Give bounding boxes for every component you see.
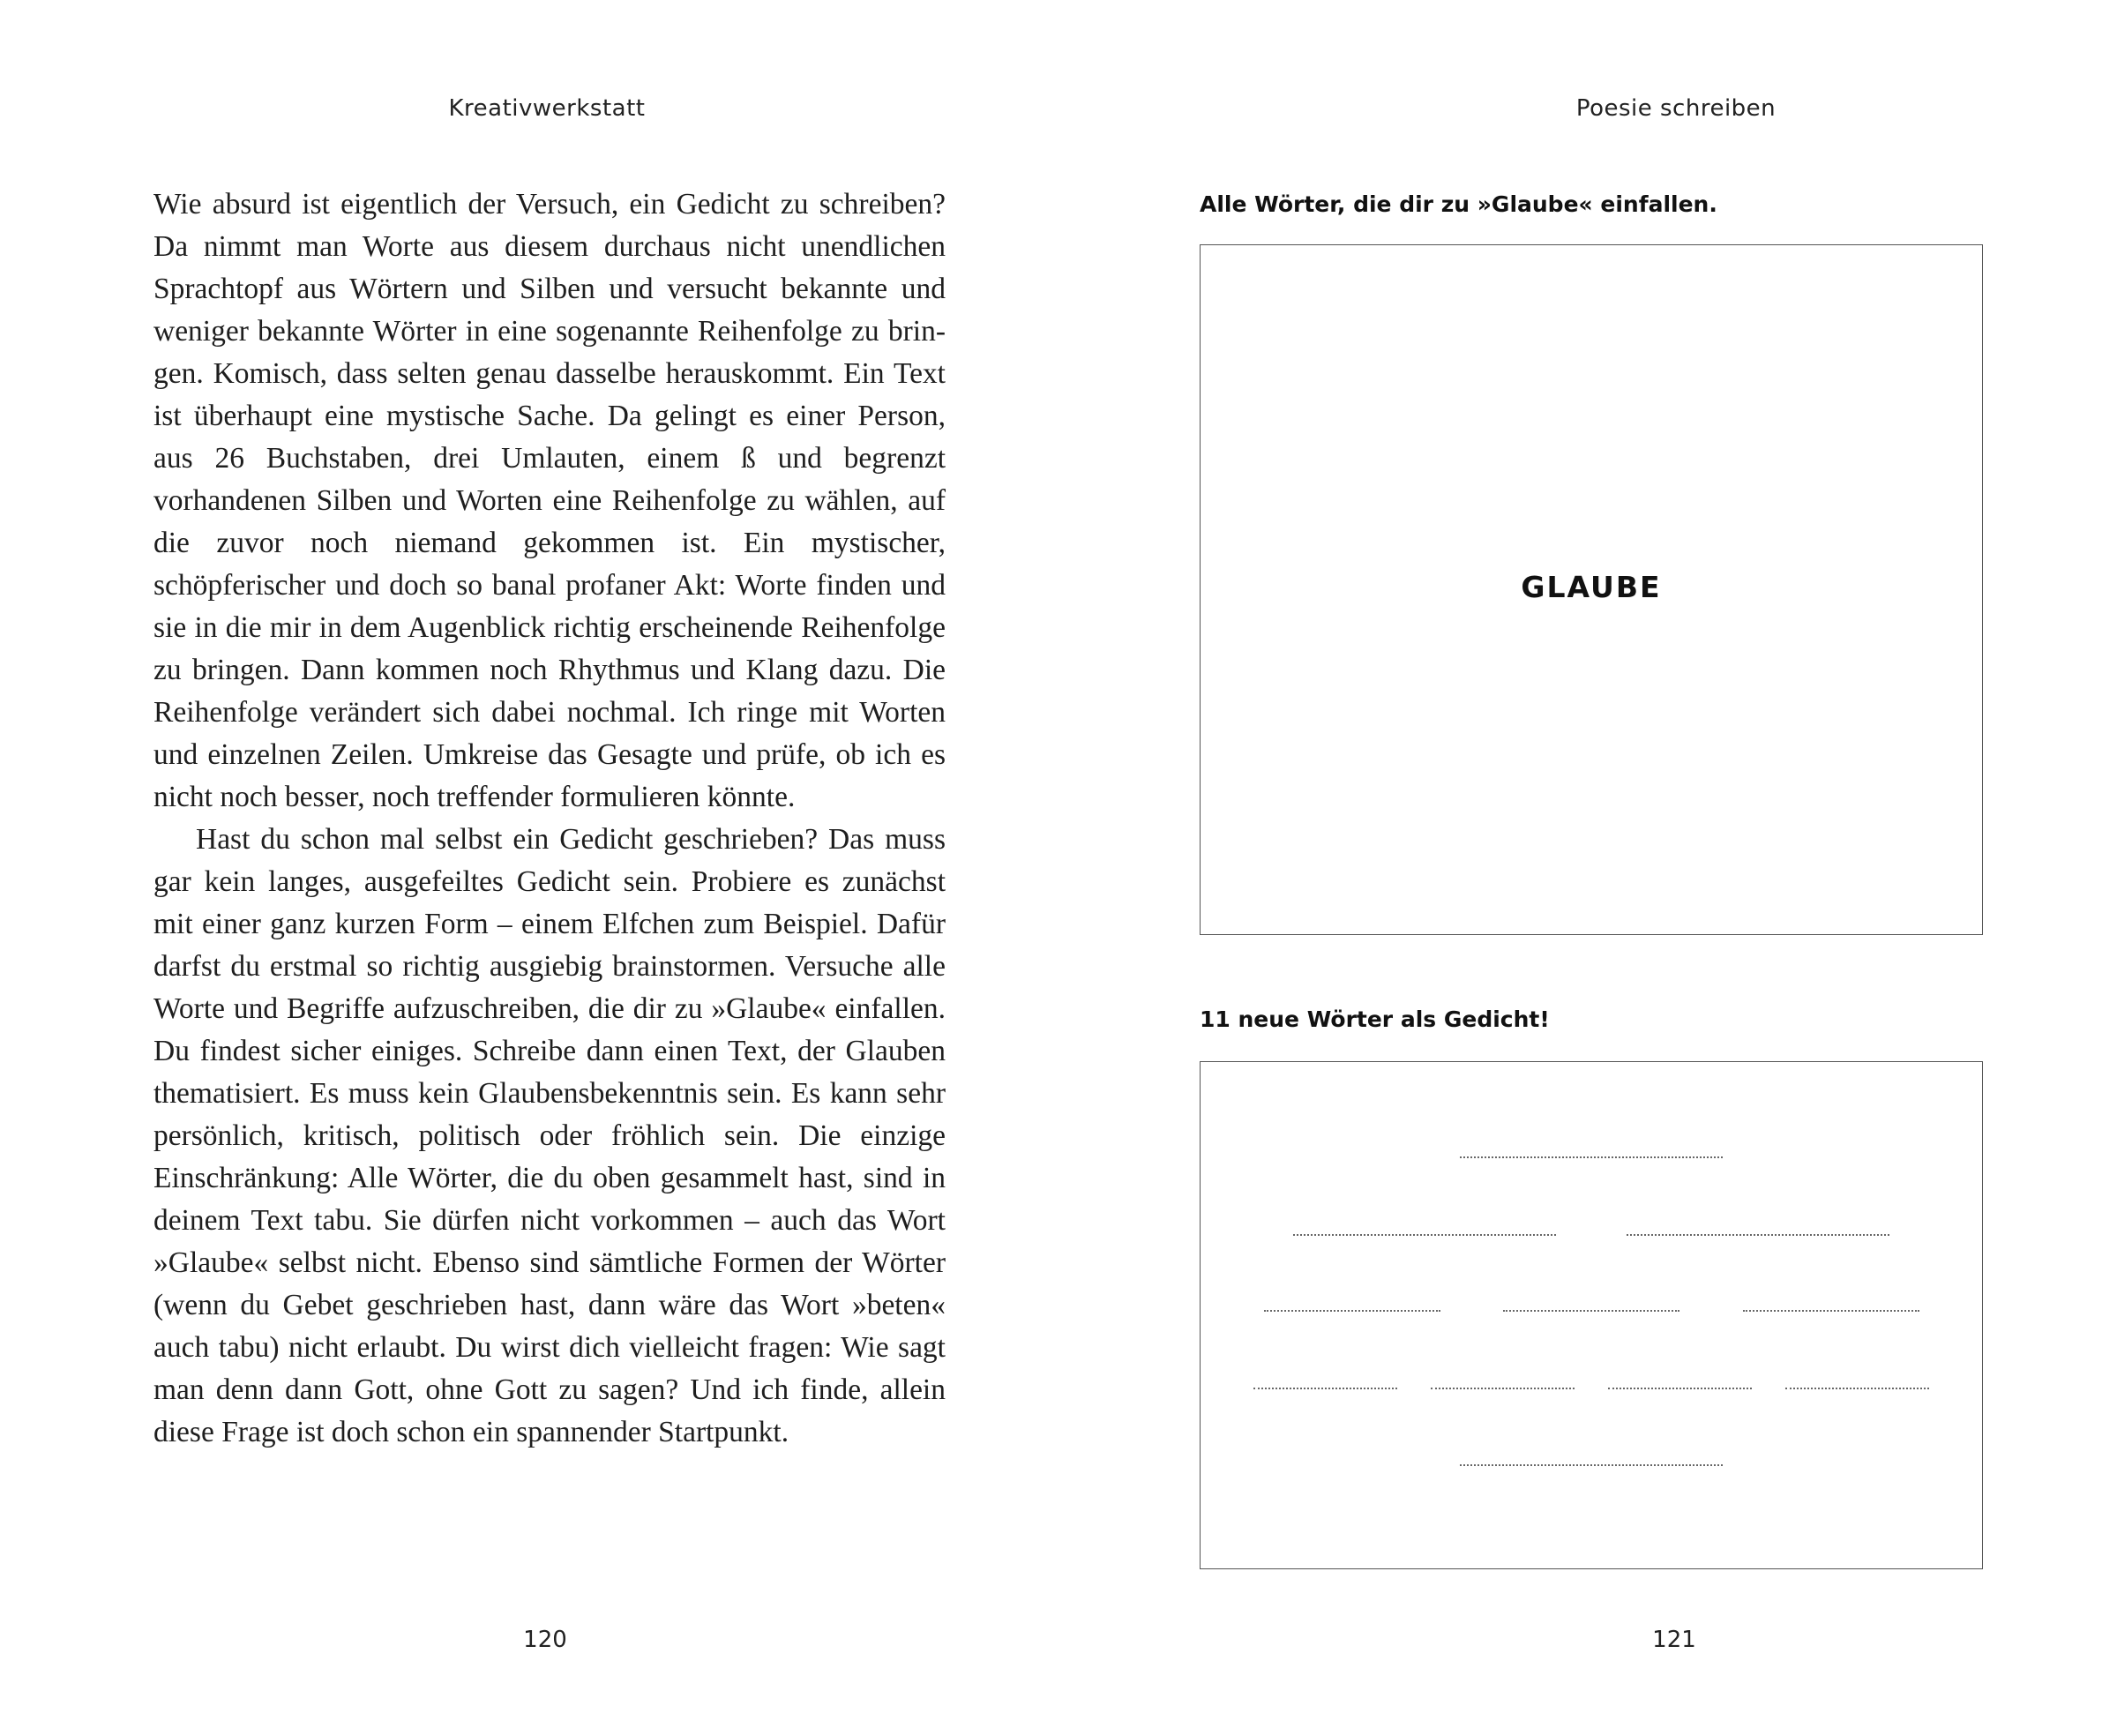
- poem-line[interactable]: [1264, 1310, 1440, 1312]
- brainstorm-heading: Alle Wörter, die dir zu »Glaube« einfallen.: [1200, 191, 1717, 217]
- running-head-left: Kreativwerkstatt: [448, 95, 646, 122]
- left-page: [0, 0, 1058, 1736]
- poem-line[interactable]: [1608, 1388, 1752, 1389]
- poem-line[interactable]: [1627, 1234, 1889, 1236]
- paragraph-1: Wie absurd ist eigentlich der Versuch, ein Gedicht zu schreiben? Da nimmt man Worte aus diesem durchaus nicht unendlichen Sprachtopf aus Wörtern und Silben und versucht bekannte und weniger bekannte Wörter in eine sogenannte Reihenfolge zu bringen. Komisch, dass selten genau dasselbe herauskommt. Ein Text ist überhaupt eine mystische Sache. Da gelingt es einer Person, aus 26 Buchstaben, drei Umlauten, einem ß und begrenzt vorhandenen Silben und Worten eine Reihenfolge zu wählen, auf die zuvor noch niemand gekommen ist. Ein mystischer, schöpferischer und doch so banal profaner Akt: Worte finden und sie in die mir in dem Augenblick richtig erscheinende Reihenfolge zu bringen. Dann kommen noch Rhythmus und Klang dazu. Die Reihenfolge verändert sich dabei nochmal. Ich ringe mit Worten und einzelnen Zeilen. Umkreise das Gesagte und prüfe, ob ich es nicht noch besser, noch treffender formulieren könnte.: [153, 188, 946, 813]
- paragraph-2: Hast du schon mal selbst ein Gedicht geschrieben? Das muss gar kein langes, ausgefeiltes Gedicht sein. Probiere es zunächst mit einer ganz kurzen Form – einem Elfchen zum Beispiel. Dafür darfst du erstmal so richtig ausgiebig brainstormen. Versuche alle Worte und Begriffe aufzuschreiben, die dir zu »Glaube« einfallen. Du findest sicher einiges. Schreibe dann einen Text, der Glauben thematisiert. Es muss kein Glaubensbekenntnis sein. Es kann sehr persönlich, kritisch, politisch oder fröhlich sein. Die einzige Einschränkung: Alle Wörter, die du oben gesammelt hast, sind in deinem Text tabu. Sie dürfen nicht vorkommen – auch das Wort »Glaube« selbst nicht. Ebenso sind sämtliche Formen der Wörter (wenn du Gebet geschrieben hast, dann wäre das Wort »beten« auch tabu) nicht erlaubt. Du wirst dich vielleicht fragen: Wie sagt man denn dann Gott, ohne Gott zu sagen? Und ich finde, allein diese Frage ist doch schon ein spannender Startpunkt.: [153, 823, 946, 1448]
- brainstorm-box[interactable]: [1200, 244, 1983, 935]
- page-number-right: 121: [1652, 1627, 1696, 1653]
- poem-line[interactable]: [1460, 1156, 1723, 1158]
- poem-heading: 11 neue Wörter als Gedicht!: [1200, 1006, 1550, 1032]
- poem-line[interactable]: [1743, 1310, 1919, 1312]
- right-page: [1058, 0, 2117, 1736]
- body-text: [153, 183, 946, 1454]
- center-word: GLAUBE: [1521, 570, 1662, 604]
- page-number-left: 120: [523, 1627, 567, 1653]
- poem-line[interactable]: [1253, 1388, 1397, 1389]
- poem-line[interactable]: [1785, 1388, 1929, 1389]
- poem-box[interactable]: [1200, 1061, 1983, 1569]
- poem-line[interactable]: [1503, 1310, 1679, 1312]
- poem-line[interactable]: [1431, 1388, 1575, 1389]
- poem-line[interactable]: [1293, 1234, 1556, 1236]
- running-head-right: Poesie schreiben: [1575, 95, 1777, 122]
- poem-line[interactable]: [1460, 1464, 1723, 1466]
